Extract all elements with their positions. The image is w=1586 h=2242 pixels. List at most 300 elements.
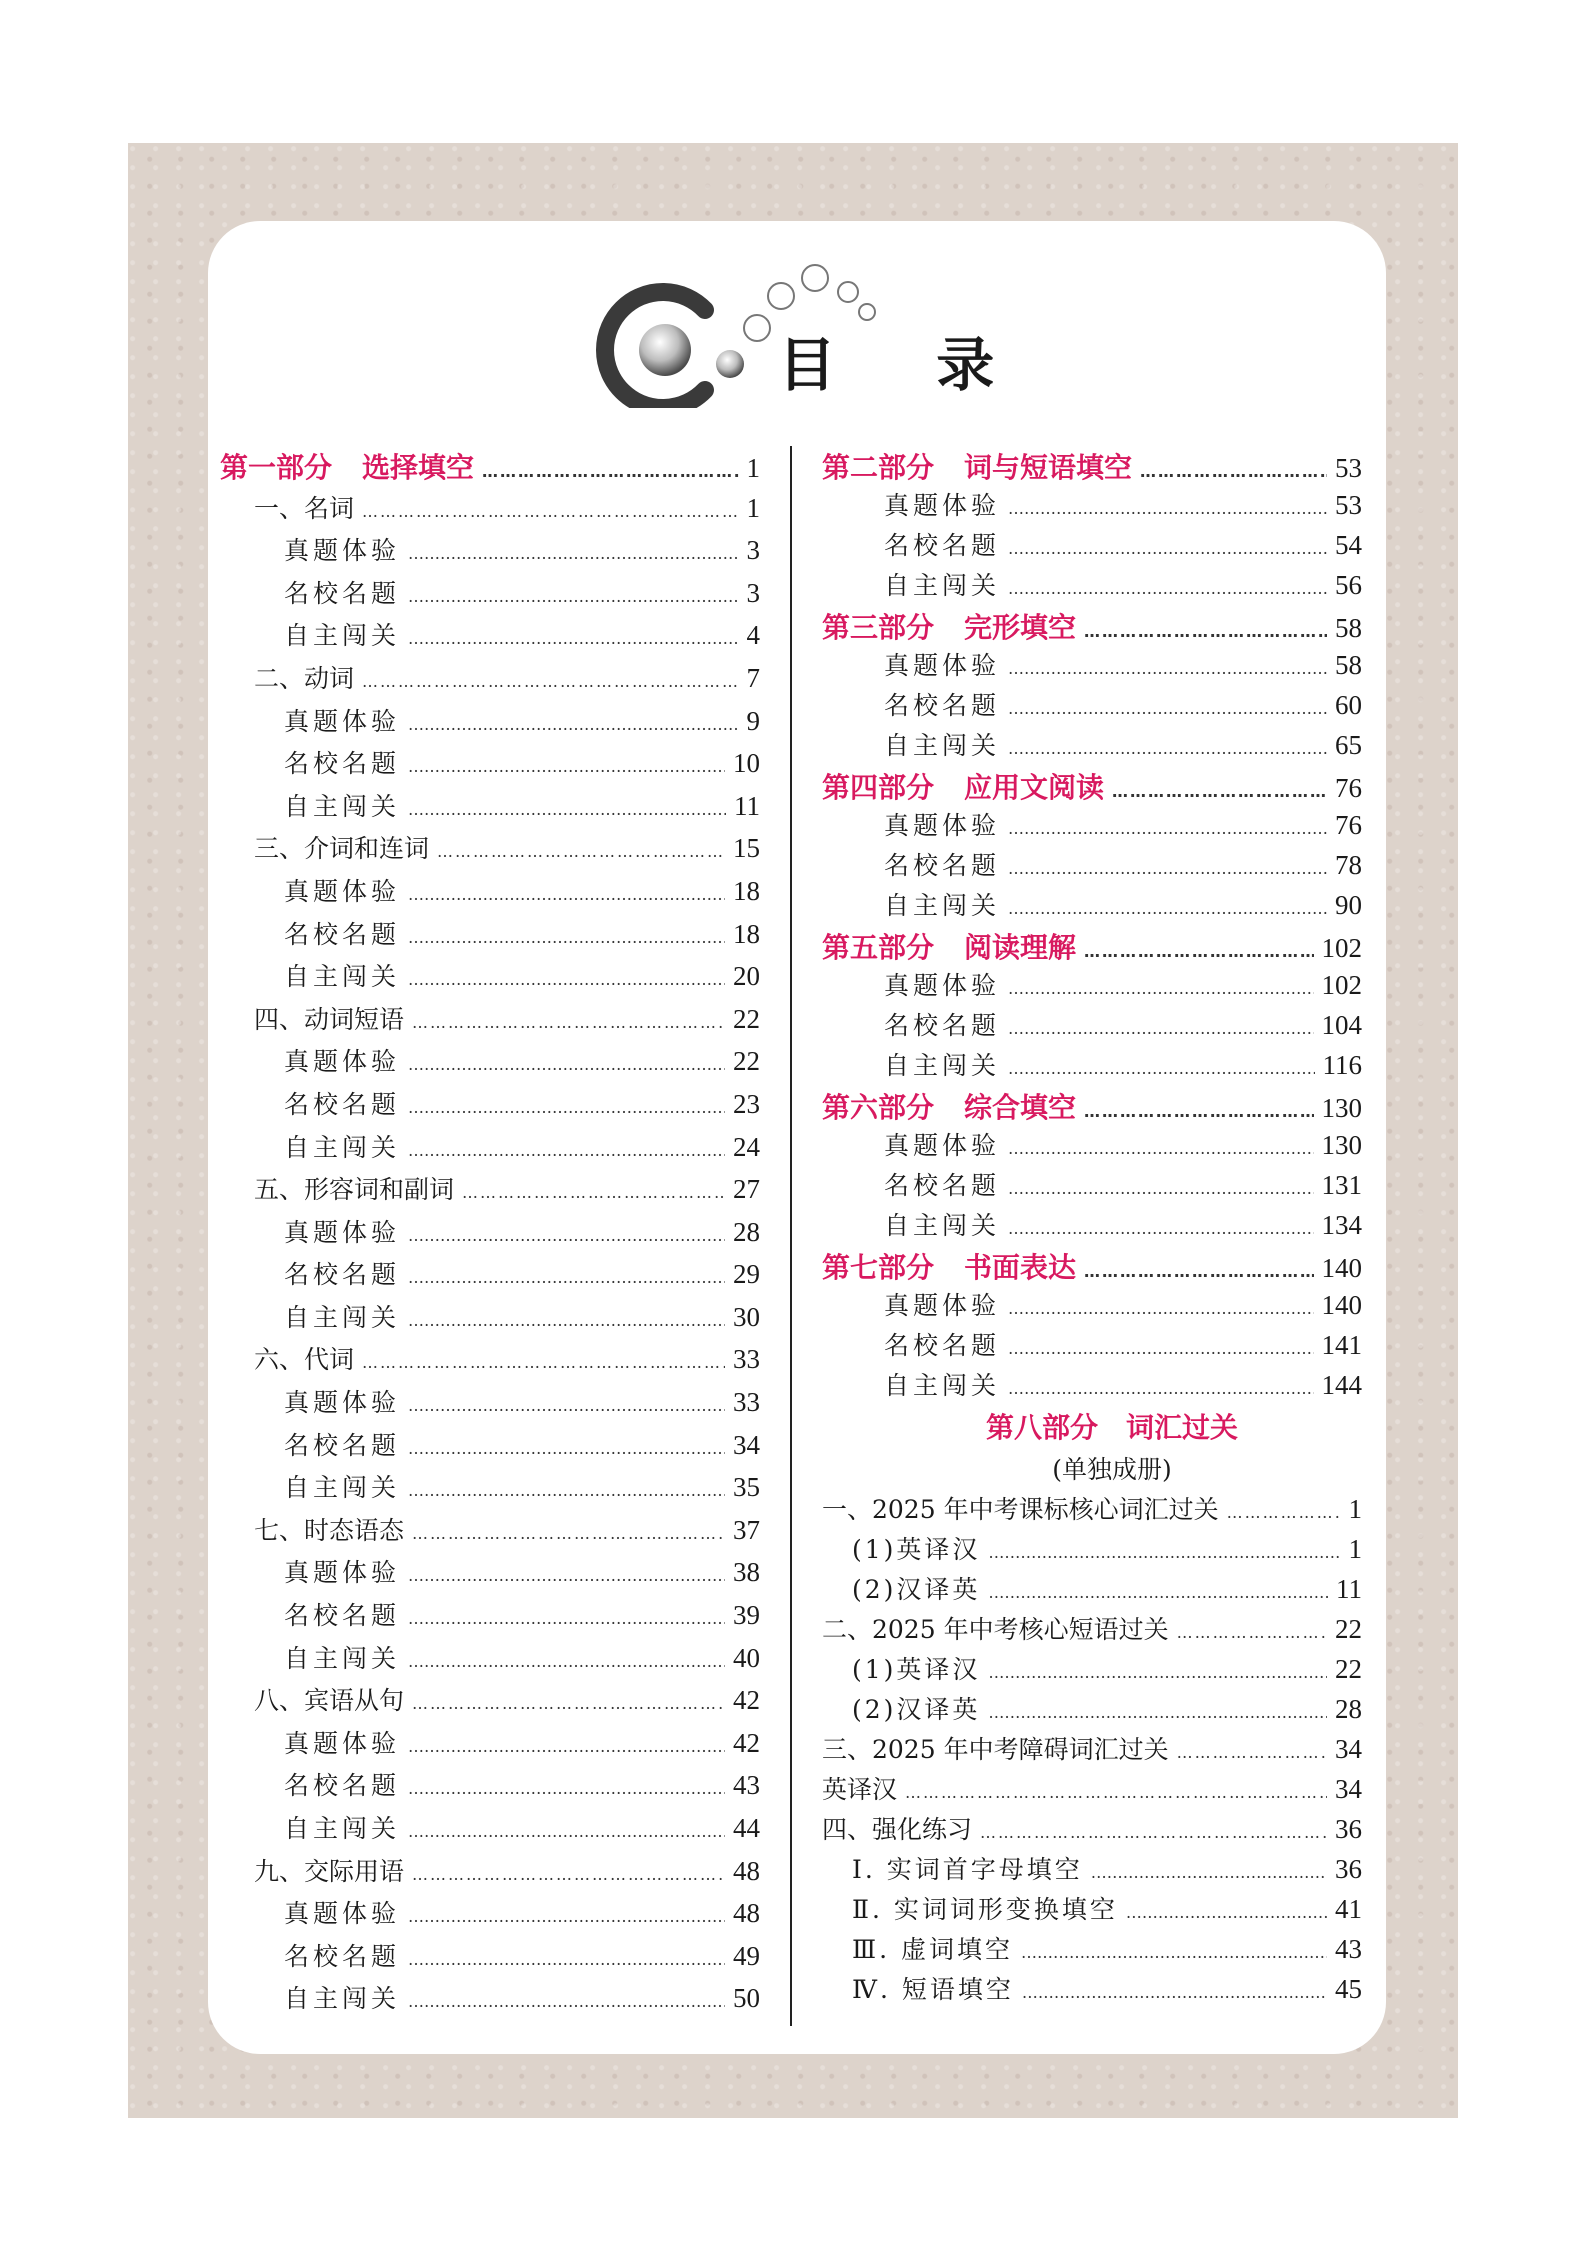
toc-page-number: 78 bbox=[1335, 850, 1362, 880]
toc-page-number: 42 bbox=[733, 1685, 760, 1716]
toc-part-entry[interactable] bbox=[822, 1246, 1362, 1286]
toc-page-number: 140 bbox=[1321, 1253, 1362, 1283]
toc-part-name: 综合填空 bbox=[964, 1091, 1077, 1124]
dot-leader bbox=[1084, 1102, 1313, 1121]
toc-entry-label: 八、宾语从句 bbox=[254, 1686, 405, 1716]
dot-leader bbox=[412, 1524, 725, 1543]
dot-leader bbox=[408, 1055, 725, 1074]
toc-page-number: 40 bbox=[733, 1642, 760, 1673]
dot-leader bbox=[408, 1566, 725, 1585]
toc-entry-label: 名校名题 bbox=[884, 1331, 1001, 1360]
toc-entry[interactable] bbox=[822, 966, 1362, 1006]
toc-part-number: 第七部分 bbox=[822, 1251, 935, 1284]
toc-entry-label: 名校名题 bbox=[884, 531, 1001, 560]
toc-entry[interactable] bbox=[220, 1511, 760, 1554]
toc-entry[interactable] bbox=[822, 1730, 1362, 1770]
toc-entry[interactable] bbox=[220, 1979, 760, 2022]
toc-page-number: 28 bbox=[1335, 1694, 1362, 1724]
toc-page-number: 1 bbox=[1348, 1494, 1362, 1524]
toc-part-entry[interactable] bbox=[822, 1086, 1362, 1126]
toc-entry-label: 自主闯关 bbox=[284, 1643, 401, 1673]
toc-entry-label: 真题体验 bbox=[884, 651, 1001, 680]
dot-leader bbox=[408, 928, 725, 947]
toc-entry[interactable] bbox=[822, 1810, 1362, 1850]
toc-entry-label: 自主闯关 bbox=[884, 1051, 1001, 1080]
toc-entry[interactable] bbox=[822, 1166, 1362, 1206]
toc-entry-label: 名校名题 bbox=[284, 749, 401, 779]
toc-entry[interactable] bbox=[822, 1970, 1362, 2010]
toc-entry[interactable] bbox=[220, 1255, 760, 1298]
toc-page-number: 76 bbox=[1335, 810, 1362, 840]
toc-entry[interactable] bbox=[220, 531, 760, 574]
toc-page-number: 44 bbox=[733, 1813, 760, 1843]
toc-entry-label: 真题体验 bbox=[284, 706, 401, 736]
toc-entry-label: 自主闯关 bbox=[884, 571, 1001, 600]
toc-entry-label: 真题体验 bbox=[884, 971, 1001, 1000]
dot-leader bbox=[362, 502, 738, 521]
toc-entry[interactable] bbox=[220, 1468, 760, 1511]
toc-page-number: 22 bbox=[733, 1003, 760, 1034]
toc-entry-label: 名校名题 bbox=[284, 1089, 401, 1119]
toc-page-number: 22 bbox=[1335, 1614, 1362, 1644]
dot-leader bbox=[408, 1652, 725, 1671]
toc-entry-label: 自主闯关 bbox=[284, 1984, 401, 2014]
toc-entry-label: Ⅲ. 虚词填空 bbox=[852, 1935, 1014, 1964]
toc-entry[interactable] bbox=[220, 1383, 760, 1426]
toc-page-number: 65 bbox=[1335, 730, 1362, 760]
dot-leader bbox=[1008, 1299, 1313, 1318]
toc-page-number: 104 bbox=[1321, 1010, 1362, 1040]
dot-leader bbox=[1022, 1983, 1327, 2002]
toc-page-number: 131 bbox=[1321, 1170, 1362, 1200]
toc-page-number: 9 bbox=[746, 705, 760, 736]
toc-entry[interactable] bbox=[822, 1690, 1362, 1730]
toc-entry[interactable] bbox=[220, 616, 760, 659]
toc-entry-label: 名校名题 bbox=[284, 1260, 401, 1290]
toc-page-number: 134 bbox=[1321, 1210, 1362, 1240]
toc-page-number: 33 bbox=[733, 1387, 760, 1418]
toc-page-number: 3 bbox=[746, 535, 760, 566]
dot-leader bbox=[1112, 782, 1327, 801]
toc-entry[interactable] bbox=[822, 1366, 1362, 1406]
toc-part-entry[interactable] bbox=[822, 766, 1362, 806]
toc-entry-label: 名校名题 bbox=[884, 691, 1001, 720]
dot-leader bbox=[408, 800, 726, 819]
toc-entry[interactable] bbox=[220, 1426, 760, 1469]
toc-page-number: 22 bbox=[1335, 1654, 1362, 1684]
toc-part-name: 词与短语填空 bbox=[964, 451, 1133, 484]
dot-leader bbox=[1008, 539, 1327, 558]
toc-page-number: 116 bbox=[1322, 1050, 1362, 1080]
toc-entry[interactable] bbox=[220, 489, 760, 532]
dot-leader bbox=[1008, 1059, 1314, 1078]
dot-leader bbox=[408, 544, 738, 563]
toc-entry[interactable] bbox=[822, 566, 1362, 606]
toc-page-number: 28 bbox=[733, 1216, 760, 1247]
toc-entry-label: Ⅰ. 实词首字母填空 bbox=[852, 1855, 1083, 1884]
toc-entry-label: 真题体验 bbox=[284, 536, 401, 566]
dot-leader bbox=[988, 1583, 1328, 1602]
dot-leader bbox=[1177, 1743, 1327, 1762]
toc-part-entry[interactable] bbox=[822, 926, 1362, 966]
dot-leader bbox=[1008, 979, 1313, 998]
toc-entry-label: 真题体验 bbox=[884, 1291, 1001, 1320]
dot-leader bbox=[408, 885, 725, 904]
column-divider bbox=[790, 446, 792, 2026]
toc-page-number: 7 bbox=[746, 662, 760, 693]
dot-leader bbox=[1008, 1339, 1313, 1358]
toc-page-number: 37 bbox=[733, 1514, 760, 1545]
toc-entry[interactable] bbox=[822, 1610, 1362, 1650]
dot-leader bbox=[980, 1823, 1327, 1842]
toc-page-number: 38 bbox=[733, 1557, 760, 1588]
toc-entry-label: 四、强化练习 bbox=[822, 1815, 973, 1844]
dot-leader bbox=[1008, 1019, 1313, 1038]
dot-leader bbox=[1008, 739, 1327, 758]
dot-leader bbox=[408, 1950, 725, 1969]
toc-page-number: 130 bbox=[1321, 1093, 1362, 1123]
toc-page-number: 11 bbox=[734, 790, 760, 821]
toc-part-name: 选择填空 bbox=[362, 451, 475, 484]
toc-entry-label: 自主闯关 bbox=[884, 1371, 1001, 1400]
toc-entry[interactable] bbox=[822, 686, 1362, 726]
toc-page-number: 58 bbox=[1335, 650, 1362, 680]
dot-leader bbox=[408, 715, 738, 734]
toc-entry-label: (2)汉译英 bbox=[852, 1695, 981, 1724]
toc-page-number: 1 bbox=[746, 453, 760, 483]
toc-part-title bbox=[822, 446, 1132, 486]
toc-entry[interactable] bbox=[822, 846, 1362, 886]
toc-entry[interactable] bbox=[220, 574, 760, 617]
toc-part-entry[interactable] bbox=[822, 446, 1362, 486]
toc-entry[interactable] bbox=[220, 702, 760, 745]
toc-entry-label: 真题体验 bbox=[884, 1131, 1001, 1160]
dot-leader bbox=[408, 587, 738, 606]
toc-page-number: 1 bbox=[746, 492, 760, 523]
toc-entry-label: 名校名题 bbox=[284, 919, 401, 949]
dot-leader bbox=[408, 1268, 725, 1287]
toc-entry-label: 真题体验 bbox=[884, 491, 1001, 520]
toc-entry[interactable] bbox=[220, 1724, 760, 1767]
toc-page-number: 10 bbox=[733, 748, 760, 779]
dot-leader bbox=[408, 1396, 725, 1415]
toc-entry[interactable] bbox=[822, 1890, 1362, 1930]
dot-leader bbox=[408, 1098, 725, 1117]
toc-part-number: 第二部分 bbox=[822, 451, 935, 484]
dot-leader bbox=[988, 1703, 1327, 1722]
toc-part-title bbox=[822, 1086, 1076, 1126]
toc-page-number: 35 bbox=[733, 1472, 760, 1503]
toc-entry-label: 名校名题 bbox=[884, 1171, 1001, 1200]
toc-page-number: 56 bbox=[1335, 570, 1362, 600]
toc-entry[interactable] bbox=[220, 659, 760, 702]
toc-page-number: 58 bbox=[1335, 613, 1362, 643]
toc-page-number: 41 bbox=[1335, 1894, 1362, 1924]
dot-leader bbox=[412, 1013, 725, 1032]
toc-entry-label: (1)英译汉 bbox=[852, 1655, 981, 1684]
toc-entry-label: (1)英译汉 bbox=[852, 1535, 981, 1564]
toc-entry-label: 名校名题 bbox=[884, 851, 1001, 880]
toc-entry[interactable] bbox=[822, 1530, 1362, 1570]
toc-part-title bbox=[822, 766, 1104, 806]
toc-page-number: 33 bbox=[733, 1344, 760, 1375]
dot-leader bbox=[408, 1822, 725, 1841]
dot-leader bbox=[1091, 1863, 1327, 1882]
toc-page-number: 48 bbox=[733, 1898, 760, 1929]
toc-part-entry[interactable] bbox=[220, 446, 760, 489]
toc-entry[interactable] bbox=[220, 1298, 760, 1341]
toc-entry[interactable] bbox=[220, 1042, 760, 1085]
toc-entry[interactable] bbox=[220, 1809, 760, 1852]
toc-entry-label: 二、动词 bbox=[254, 663, 355, 693]
toc-part-title bbox=[220, 446, 474, 486]
toc-part-number: 第五部分 bbox=[822, 931, 935, 964]
toc-entry-label: 自主闯关 bbox=[284, 1473, 401, 1503]
dot-leader bbox=[1008, 859, 1327, 878]
toc-entry-label: Ⅳ. 短语填空 bbox=[852, 1975, 1014, 2004]
toc-page-number: 50 bbox=[733, 1983, 760, 2014]
toc-entry[interactable] bbox=[822, 526, 1362, 566]
toc-entry-label: 名校名题 bbox=[284, 1941, 401, 1971]
toc-page-number: 30 bbox=[733, 1301, 760, 1332]
toc-entry-label: (2)汉译英 bbox=[852, 1575, 981, 1604]
toc-entry[interactable] bbox=[822, 1570, 1362, 1610]
dot-leader bbox=[1008, 699, 1327, 718]
toc-page-number: 24 bbox=[733, 1131, 760, 1162]
toc-part-number: 第三部分 bbox=[822, 611, 935, 644]
toc-left-column bbox=[220, 446, 760, 2022]
toc-entry-label: 四、动词短语 bbox=[254, 1004, 405, 1034]
toc-entry-label: 真题体验 bbox=[284, 1047, 401, 1077]
toc-entry[interactable] bbox=[220, 787, 760, 830]
dot-leader bbox=[462, 1183, 725, 1202]
toc-entry[interactable] bbox=[822, 1490, 1362, 1530]
dot-leader bbox=[1008, 579, 1327, 598]
toc-entry-label: 自主闯关 bbox=[284, 1302, 401, 1332]
dot-leader bbox=[408, 1481, 725, 1500]
toc-entry-label: 名校名题 bbox=[284, 1771, 401, 1801]
toc-page-number: 43 bbox=[1335, 1934, 1362, 1964]
toc-entry-label: 英译汉 bbox=[822, 1775, 898, 1804]
dot-leader bbox=[1008, 499, 1327, 518]
page-title: 目 录 bbox=[778, 331, 1035, 399]
toc-part-title bbox=[822, 926, 1076, 966]
toc-part-title bbox=[822, 1246, 1076, 1286]
toc-right-column bbox=[822, 446, 1362, 2010]
toc-entry[interactable] bbox=[822, 1286, 1362, 1326]
toc-entry[interactable] bbox=[220, 1000, 760, 1043]
toc-page-number: 22 bbox=[733, 1046, 760, 1077]
toc-entry[interactable] bbox=[220, 1596, 760, 1639]
toc-entry-label: 真题体验 bbox=[884, 811, 1001, 840]
toc-page-number: 53 bbox=[1335, 490, 1362, 520]
toc-entry[interactable] bbox=[220, 1213, 760, 1256]
toc-entry[interactable] bbox=[220, 829, 760, 872]
dot-leader bbox=[408, 1779, 725, 1798]
toc-page-number: 20 bbox=[733, 961, 760, 992]
toc-entry-label: 二、2025 年中考核心短语过关 bbox=[822, 1615, 1169, 1644]
toc-entry[interactable] bbox=[822, 726, 1362, 766]
dot-leader bbox=[437, 842, 725, 861]
toc-entry-label: 名校名题 bbox=[284, 578, 401, 608]
toc-page-number: 18 bbox=[733, 875, 760, 906]
dot-leader bbox=[1084, 1262, 1313, 1281]
toc-entry[interactable] bbox=[822, 1126, 1362, 1166]
toc-page-number: 141 bbox=[1321, 1330, 1362, 1360]
toc-page-number: 60 bbox=[1335, 690, 1362, 720]
toc-entry-label: 真题体验 bbox=[284, 876, 401, 906]
dot-leader bbox=[1227, 1503, 1341, 1522]
toc-entry[interactable] bbox=[822, 1206, 1362, 1246]
toc-page-number: 45 bbox=[1335, 1974, 1362, 2004]
toc-page-number: 39 bbox=[733, 1600, 760, 1631]
toc-page-number: 102 bbox=[1321, 933, 1362, 963]
toc-entry-label: 自主闯关 bbox=[884, 1211, 1001, 1240]
toc-page-number: 27 bbox=[733, 1174, 760, 1205]
toc-entry[interactable] bbox=[220, 872, 760, 915]
toc-entry[interactable] bbox=[220, 1766, 760, 1809]
toc-page-number: 36 bbox=[1335, 1814, 1362, 1844]
toc-entry[interactable] bbox=[220, 915, 760, 958]
toc-entry-label: 自主闯关 bbox=[284, 1132, 401, 1162]
dot-leader bbox=[408, 1992, 725, 2011]
toc-entry-label: 九、交际用语 bbox=[254, 1856, 405, 1886]
dot-leader bbox=[1008, 659, 1327, 678]
dot-leader bbox=[1126, 1903, 1327, 1922]
toc-entry[interactable] bbox=[220, 1085, 760, 1128]
toc-entry[interactable] bbox=[822, 886, 1362, 926]
dot-leader bbox=[362, 672, 738, 691]
toc-part-heading: 第八部分 词汇过关 bbox=[985, 1411, 1238, 1444]
toc-entry[interactable] bbox=[822, 1046, 1362, 1086]
toc-entry-label: 真题体验 bbox=[284, 1217, 401, 1247]
toc-part-note: (单独成册) bbox=[1052, 1455, 1172, 1484]
dot-leader bbox=[988, 1543, 1340, 1562]
toc-entry-label: 真题体验 bbox=[284, 1728, 401, 1758]
toc-entry[interactable] bbox=[220, 1553, 760, 1596]
toc-page-number: 11 bbox=[1336, 1574, 1362, 1604]
toc-page-number: 130 bbox=[1321, 1130, 1362, 1160]
toc-entry-label: 真题体验 bbox=[284, 1388, 401, 1418]
toc-entry[interactable] bbox=[220, 1937, 760, 1980]
toc-entry-label: 自主闯关 bbox=[884, 891, 1001, 920]
toc-entry[interactable] bbox=[220, 1681, 760, 1724]
toc-entry[interactable] bbox=[220, 1340, 760, 1383]
toc-entry[interactable] bbox=[822, 646, 1362, 686]
toc-entry[interactable] bbox=[822, 1650, 1362, 1690]
toc-entry[interactable] bbox=[822, 486, 1362, 526]
dot-leader bbox=[408, 1226, 725, 1245]
toc-entry-label: 自主闯关 bbox=[284, 791, 401, 821]
dot-leader bbox=[1008, 1219, 1313, 1238]
toc-entry[interactable] bbox=[822, 1006, 1362, 1046]
toc-page-number: 23 bbox=[733, 1088, 760, 1119]
toc-entry-label: 五、形容词和副词 bbox=[254, 1175, 455, 1205]
toc-part-title bbox=[822, 606, 1076, 646]
toc-entry[interactable] bbox=[822, 806, 1362, 846]
toc-entry-label: 一、名词 bbox=[254, 493, 355, 523]
toc-part-name: 阅读理解 bbox=[964, 931, 1077, 964]
toc-part-number: 第六部分 bbox=[822, 1091, 935, 1124]
dot-leader bbox=[408, 1907, 725, 1926]
toc-entry[interactable] bbox=[822, 1770, 1362, 1810]
toc-entry-label: 名校名题 bbox=[284, 1601, 401, 1631]
dot-leader bbox=[362, 1353, 725, 1372]
dot-leader bbox=[412, 1694, 725, 1713]
toc-entry-label: 名校名题 bbox=[884, 1011, 1001, 1040]
toc-entry[interactable] bbox=[220, 1852, 760, 1895]
dot-leader bbox=[412, 1865, 725, 1884]
toc-page-number: 90 bbox=[1335, 890, 1362, 920]
dot-leader bbox=[905, 1783, 1327, 1802]
dot-leader bbox=[988, 1663, 1327, 1682]
toc-page-number: 144 bbox=[1321, 1370, 1362, 1400]
toc-entry[interactable] bbox=[220, 957, 760, 1000]
toc-page-number: 54 bbox=[1335, 530, 1362, 560]
toc-entry[interactable] bbox=[220, 1128, 760, 1171]
toc-entry-label: 三、介词和连词 bbox=[254, 834, 430, 864]
toc-page-number: 34 bbox=[733, 1429, 760, 1460]
dot-leader bbox=[408, 970, 725, 989]
toc-entry-label: 一、2025 年中考课标核心词汇过关 bbox=[822, 1495, 1219, 1524]
dot-leader bbox=[1008, 899, 1327, 918]
toc-entry[interactable] bbox=[822, 1850, 1362, 1890]
toc-entry[interactable] bbox=[822, 1930, 1362, 1970]
toc-part-entry[interactable] bbox=[822, 606, 1362, 646]
toc-page-number: 102 bbox=[1321, 970, 1362, 1000]
toc-entry[interactable] bbox=[220, 744, 760, 787]
toc-part-name: 完形填空 bbox=[964, 611, 1077, 644]
toc-entry-label: 真题体验 bbox=[284, 1558, 401, 1588]
toc-page-number: 76 bbox=[1335, 773, 1362, 803]
toc-entry-label: 真题体验 bbox=[284, 1899, 401, 1929]
toc-entry-label: 自主闯关 bbox=[284, 1814, 401, 1843]
toc-entry-label: 三、2025 年中考障碍词汇过关 bbox=[822, 1735, 1169, 1764]
toc-entry[interactable] bbox=[822, 1326, 1362, 1366]
dot-leader bbox=[408, 629, 738, 648]
toc-page-number: 36 bbox=[1335, 1854, 1362, 1884]
toc-entry-label: 自主闯关 bbox=[884, 731, 1001, 760]
dot-leader bbox=[1084, 942, 1313, 961]
toc-page-number: 42 bbox=[733, 1727, 760, 1758]
dot-leader bbox=[1177, 1623, 1327, 1642]
toc-entry-label: Ⅱ. 实词词形变换填空 bbox=[852, 1895, 1118, 1924]
toc-part-number: 第四部分 bbox=[822, 771, 935, 804]
toc-part-number: 第一部分 bbox=[220, 451, 333, 484]
toc-entry-label: 名校名题 bbox=[284, 1430, 401, 1460]
toc-page-number: 4 bbox=[746, 620, 760, 651]
dot-leader bbox=[408, 1141, 725, 1160]
toc-page-number: 53 bbox=[1335, 453, 1362, 483]
toc-page-number: 34 bbox=[1335, 1774, 1362, 1804]
dot-leader bbox=[1008, 1139, 1313, 1158]
toc-entry[interactable] bbox=[220, 1894, 760, 1937]
toc-page-number: 43 bbox=[733, 1770, 760, 1801]
dot-leader bbox=[1008, 1179, 1313, 1198]
toc-page-number: 18 bbox=[733, 918, 760, 949]
toc-entry-label: 七、时态语态 bbox=[254, 1515, 405, 1545]
dot-leader bbox=[408, 1609, 725, 1628]
toc-part-name: 书面表达 bbox=[964, 1251, 1077, 1284]
toc-page-number: 3 bbox=[746, 577, 760, 608]
toc-entry[interactable] bbox=[220, 1639, 760, 1682]
toc-page-number: 15 bbox=[733, 833, 760, 864]
toc-entry-label: 六、代词 bbox=[254, 1345, 355, 1375]
toc-entry[interactable] bbox=[220, 1170, 760, 1213]
dot-leader bbox=[1008, 1379, 1313, 1398]
dot-leader bbox=[408, 1737, 725, 1756]
dot-leader bbox=[408, 1311, 725, 1330]
